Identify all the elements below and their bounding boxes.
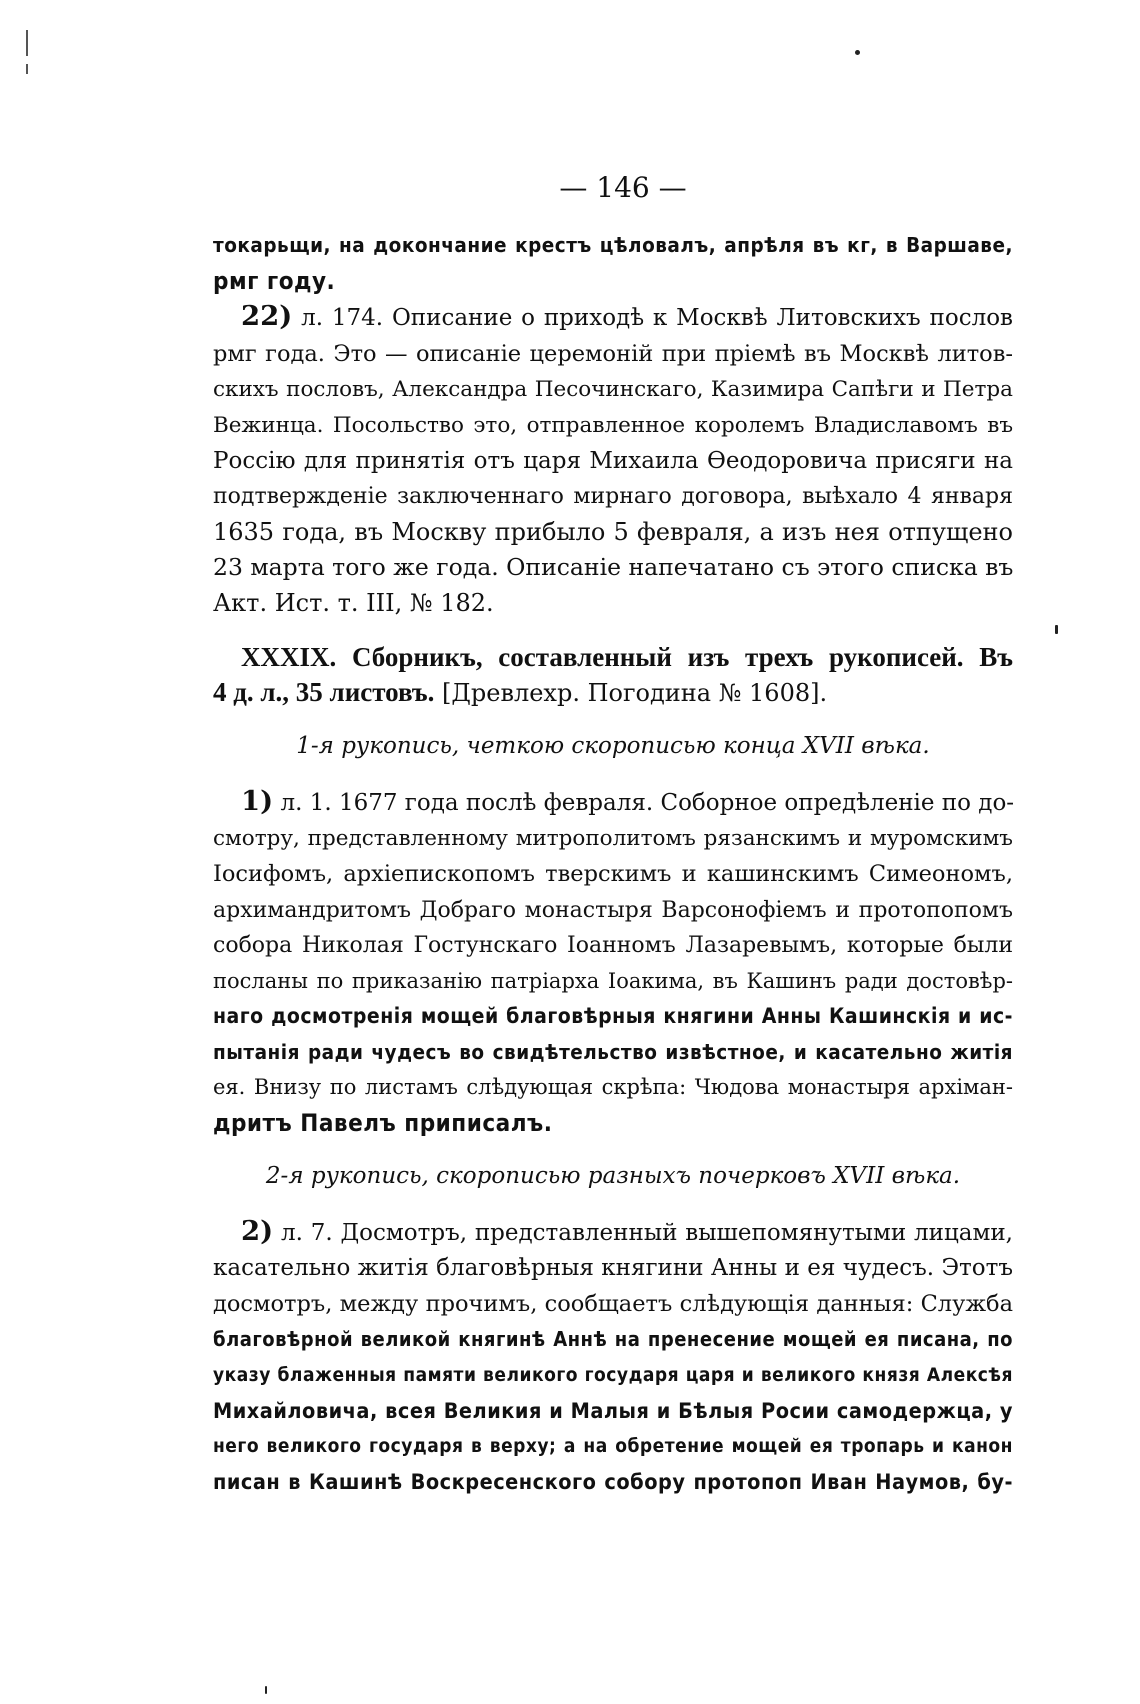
entry-22-line bbox=[213, 299, 1013, 337]
text-line: собора Николая Гостунскаго Іоанномъ Лазаревымъ, которые были bbox=[213, 933, 1013, 959]
section-heading-cont bbox=[213, 675, 1013, 712]
entry-text: л. 174. Описание о приходѣ к Москвѣ Литовскихъ послов bbox=[292, 305, 1013, 332]
entry-number: 2) bbox=[241, 1214, 274, 1247]
text-line: Іосифомъ, архіепископомъ тверскимъ и кашинскимъ Симеономъ, bbox=[213, 860, 1013, 887]
scan-speck bbox=[1055, 625, 1058, 634]
text-line: наго досмотренія мощей благовѣрныя княгини Анны Кашинскія и ис- bbox=[213, 1004, 1013, 1029]
manuscript-subheading: 2-я рукопись, скорописью разныхъ почерковъ XVII вѣка. bbox=[265, 1162, 961, 1189]
text-line: дритъ Павелъ приписалъ. bbox=[213, 1109, 553, 1138]
text-line: писан в Кашинѣ Воскресенского собору протопоп Иван Наумов, бу- bbox=[213, 1469, 1013, 1495]
entry-number: 22) bbox=[241, 300, 293, 333]
scan-edge-mark bbox=[26, 64, 28, 74]
text-line: архимандритомъ Добраго монастыря Варсонофіемъ и протопопомъ bbox=[213, 897, 1013, 923]
spacer bbox=[213, 622, 1013, 640]
text-line: касательно житія благовѣрныя княгини Анны и ея чудесъ. Этотъ bbox=[213, 1255, 1013, 1282]
text-line: пытанія ради чудесъ во свидѣтельство извѣстное, и касательно житія bbox=[213, 1039, 1013, 1064]
text-column bbox=[213, 168, 1013, 1500]
text-line: 23 марта того же года. Описаніе напечатано съ этого списка въ bbox=[213, 553, 1014, 582]
scan-edge-mark bbox=[26, 30, 28, 56]
entry-text: л. 1. 1677 года послѣ февраля. Соборное опредѣленіе по до- bbox=[273, 789, 1015, 816]
text-line: ея. Внизу по листамъ слѣдующая скрѣпа: Чюдова монастыря архіман- bbox=[213, 1075, 1013, 1100]
section-heading-source: [Древлехр. Погодина № 1608]. bbox=[434, 679, 828, 708]
text-line: него великого государя в верху; а на обретение мощей ея тропарь и канон bbox=[213, 1435, 1013, 1458]
text-line: смотру, представленному митрополитомъ рязанскимъ и муромскимъ bbox=[213, 826, 1013, 852]
text-line: 1635 года, въ Москву прибыло 5 февраля, а изъ нея отпущено bbox=[213, 517, 1013, 546]
text-line: посланы по приказанію патріарха Іоакима, въ Кашинъ ради достовѣр- bbox=[213, 968, 1013, 993]
text-line: указу блаженныя памяти великого государя царя и великого князя Алексѣя bbox=[213, 1364, 1013, 1387]
scan-speck bbox=[855, 50, 860, 55]
text-line: Михайловича, всея Великия и Малыя и Бѣлыя Росии самодержца, у bbox=[213, 1398, 1013, 1424]
text-line: благовѣрной великой княгинѣ Аннѣ на пренесение мощей ея писана, по bbox=[213, 1327, 1013, 1352]
section-heading: XXXIX. Сборникъ, составленный изъ трехъ рукописей. Въ bbox=[241, 641, 1013, 672]
entry-1-line bbox=[213, 784, 1013, 822]
text-line: рмг года. Это — описаніе церемоній при пріемѣ въ Москвѣ литов- bbox=[213, 340, 1013, 367]
scan-speck bbox=[265, 1686, 267, 1694]
text-line: подтвержденіе заключеннаго мирнаго договора, выѣхало 4 января bbox=[213, 484, 1013, 510]
text-line: досмотръ, между прочимъ, сообщаетъ слѣдующія данныя: Служба bbox=[213, 1290, 1013, 1317]
text-line: Акт. Ист. т. III, № 182. bbox=[213, 588, 494, 617]
page-number: — 146 — bbox=[559, 171, 687, 204]
manuscript-subheading: 1-я рукопись, четкою скорописью конца XVII вѣка. bbox=[296, 732, 930, 759]
text-line: Вежинца. Посольство это, отправленное королемъ Владиславомъ въ bbox=[213, 412, 1013, 438]
text-line: скихъ пословъ, Александра Песочинскаго, Казимира Сапѣги и Петра bbox=[213, 377, 1013, 403]
entry-text: л. 7. Досмотръ, представленный вышепомянутыми лицами, bbox=[273, 1219, 1013, 1246]
section-heading-bold: 4 д. л., 35 листовъ. bbox=[213, 677, 435, 708]
entry-2-line bbox=[213, 1214, 1013, 1252]
text-line: рмг году. bbox=[213, 266, 336, 295]
entry-number: 1) bbox=[241, 784, 274, 817]
text-line: Россію для принятія отъ царя Михаила Ѳеодоровича присяги на bbox=[213, 447, 1013, 474]
text-line: токарьщи, на докончание крестъ цѣловалъ, апрѣля въ кг, в Варшаве, bbox=[213, 233, 1013, 257]
